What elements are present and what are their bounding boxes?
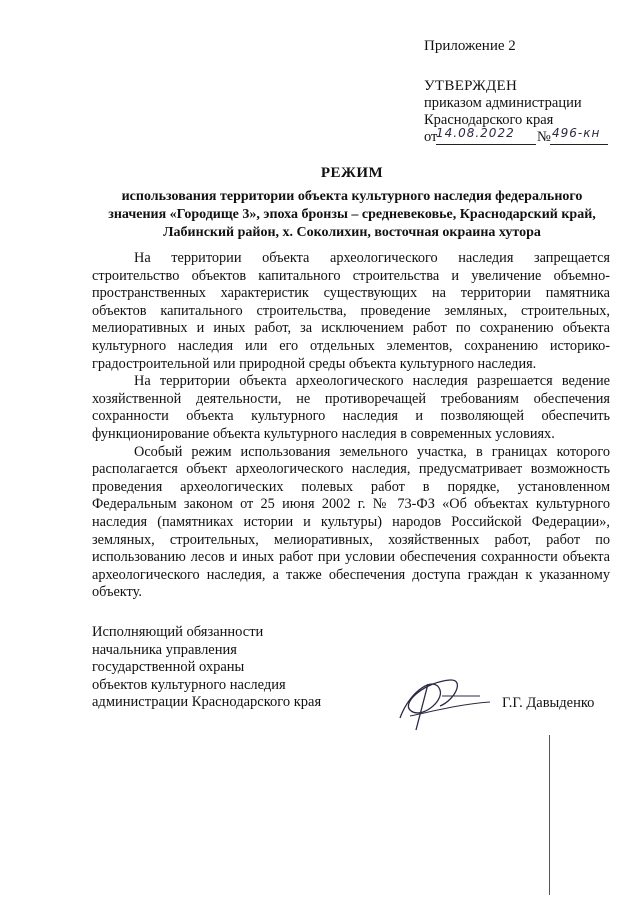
paragraph-1: На территории объекта археологического наследия запрещается строительство объектов капитального строительства и увеличение объемно-пространственных характеристик существующих на территории памятника объектов капитального строительства, проведение земляных, строительных, мелиоративных и иных работ, за исключением работ по сохранению объекта культурного наследия или его отдельных элементов, сохранению историко-градостроительной или природной среды объекта культурного наследия.: [92, 250, 610, 372]
approval-stamp: [424, 78, 601, 146]
number-underline: [550, 144, 608, 145]
number-label: №: [537, 129, 551, 145]
appendix-label: Приложение 2: [424, 38, 516, 54]
title-heading: РЕЖИМ: [320, 165, 384, 181]
title-subheading: использования территории объекта культурного наследия федерального значения «Городище 3», эпоха бронзы – средневековье, Краснодарский край, Лабинский район, х. Соколихин, восточная окраина хутора: [108, 189, 596, 240]
position-line: государственной охраны: [92, 659, 245, 676]
handwritten-date: 14.08.2022: [436, 126, 515, 140]
document-title: [92, 164, 612, 242]
signatory-position: [92, 624, 321, 712]
position-line: Исполняющий обязанности: [92, 624, 264, 640]
paragraph-2: На территории объекта археологического наследия разрешается ведение хозяйственной деятельности, не противоречащей требованиям обеспечения сохранности объекта культурного наследия и позволяющей обеспечить функционирование объекта культурного наследия в современных условиях.: [92, 373, 610, 442]
position-line: объектов культурного наследия: [92, 676, 286, 693]
position-line: администрации Краснодарского края: [92, 694, 322, 711]
paragraph-3: Особый режим использования земельного участка, в границах которого располагается объект археологического наследия, предусматривает возможность проведения археологических полевых работ в порядке, установленном Федеральным законом от 25 июня 2002 г. № 73-ФЗ «Об объектах культурного наследия (памятниках истории и культуры) народов Российской Федерации», земляных, строительных, мелиоративных, хозяйственных работ, работ по использованию лесов и иных работ при условии обеспечения сохранности объекта археологического наследия, а также обеспечения доступа граждан к указанному объекту.: [92, 443, 610, 601]
approval-heading: УТВЕРЖДЕН: [424, 78, 518, 94]
date-underline: [436, 144, 536, 145]
position-line: начальника управления: [92, 641, 237, 658]
approval-line-1: приказом администрации: [424, 95, 582, 111]
from-label: от: [424, 129, 438, 145]
approval-reference: [424, 126, 601, 146]
handwritten-number: 496-кн: [552, 126, 601, 140]
scan-margin-line: [549, 735, 550, 895]
signatory-name: Г.Г. Давыденко: [502, 695, 595, 711]
document-body: [92, 250, 610, 602]
approval-line-2: Краснодарского края: [424, 112, 554, 128]
